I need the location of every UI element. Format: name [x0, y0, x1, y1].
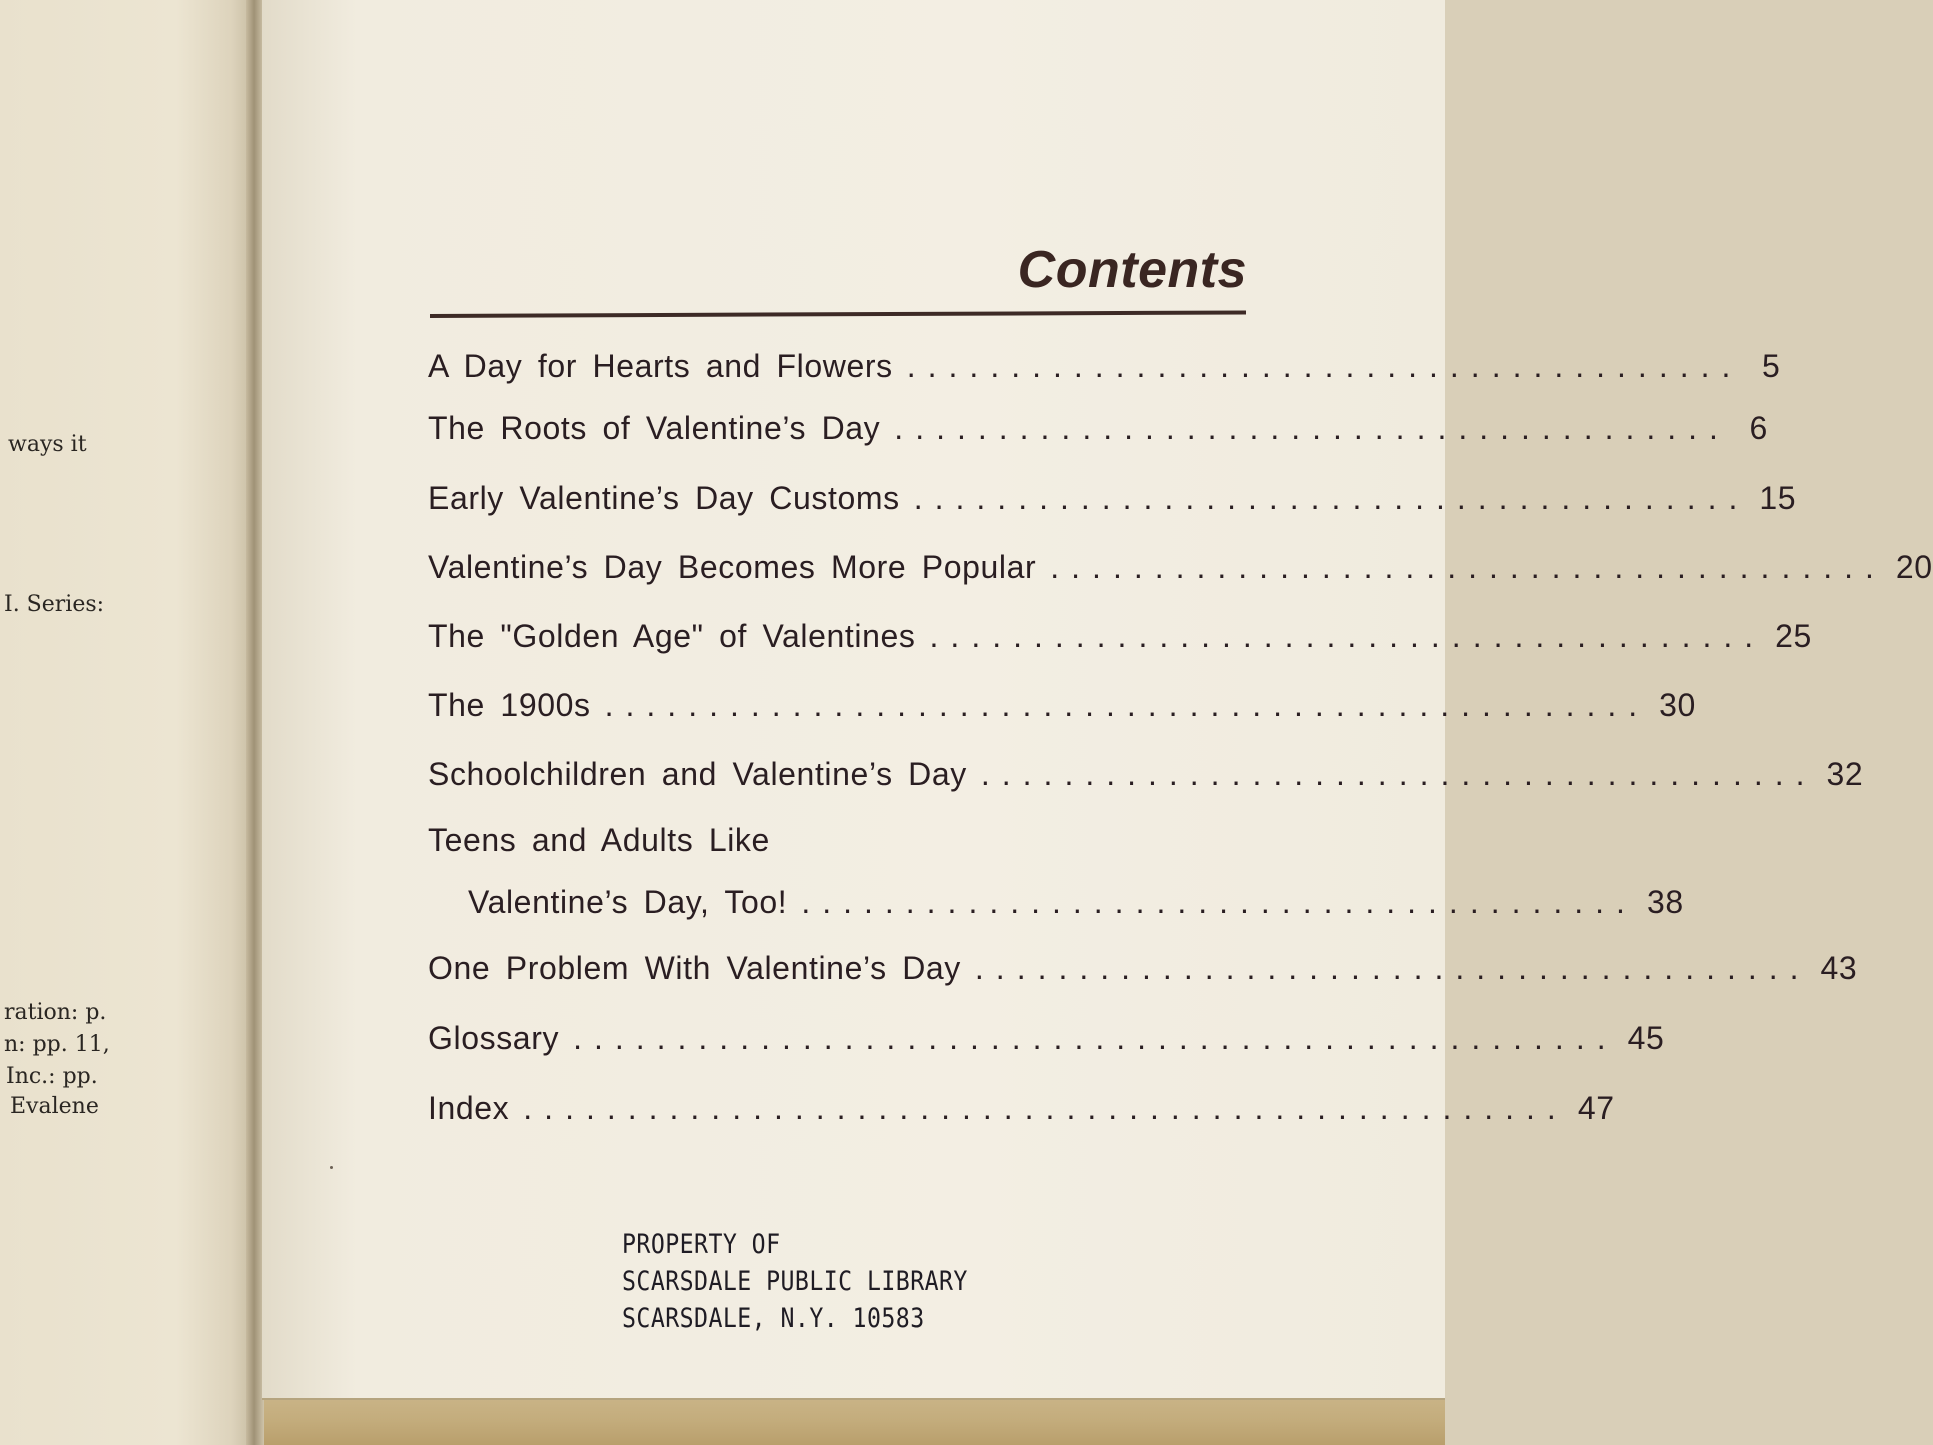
left-page-fragment: I. Series:	[4, 592, 105, 617]
left-page	[0, 0, 252, 1445]
left-page-fragment: ways it	[8, 432, 87, 457]
library-stamp-line: SCARSDALE, N.Y. 10583	[622, 1303, 925, 1334]
toc-entry-page: 25	[1775, 618, 1812, 654]
toc-entry-page: 20	[1895, 549, 1933, 585]
toc-dot-leader: ..................................................	[573, 1020, 1618, 1056]
toc-entry-title: Teens and Adults Like	[428, 822, 770, 858]
toc-entry	[428, 950, 1858, 987]
toc-dot-leader: ........................................	[894, 410, 1730, 446]
left-page-fragment: Inc.: pp.	[6, 1064, 98, 1089]
toc-dot-leader: ..................................................	[523, 1090, 1568, 1126]
left-page-fragment: ration: p.	[4, 1000, 107, 1025]
toc-entry	[428, 687, 1696, 724]
toc-entry-title: The Roots of Valentine’s Day	[428, 410, 881, 446]
toc-entry-title: Valentine’s Day Becomes More Popular	[428, 549, 1037, 585]
toc-entry-page: 32	[1826, 756, 1864, 792]
toc-dot-leader: ........................................	[974, 950, 1811, 986]
toc-entry-page: 30	[1659, 687, 1696, 723]
toc-dot-leader: ........................................	[980, 756, 1817, 792]
toc-entry-title: The 1900s	[428, 687, 591, 723]
toc-entry-title: The "Golden Age" of Valentines	[428, 618, 916, 654]
toc-entry-title: A Day for Hearts and Flowers	[428, 348, 893, 384]
toc-entry-page: 45	[1627, 1020, 1665, 1056]
toc-dot-leader: ........................................	[929, 618, 1766, 654]
toc-entry	[428, 348, 1781, 385]
library-stamp	[622, 1226, 968, 1337]
toc-entry-page: 43	[1820, 950, 1858, 986]
toc-dot-leader: ........................................	[906, 348, 1743, 384]
toc-entry-page: 47	[1577, 1090, 1615, 1126]
toc-dot-leader: ........................................	[801, 884, 1637, 920]
toc-entry	[428, 1090, 1615, 1127]
toc-entry	[428, 1020, 1665, 1057]
toc-entry-page: 38	[1646, 884, 1684, 920]
left-page-fragment: n: pp. 11,	[4, 1032, 110, 1057]
toc-entry-title: Glossary	[428, 1020, 560, 1056]
toc-entry-title: Index	[428, 1090, 510, 1126]
toc-entry	[428, 756, 1864, 793]
toc-entry	[428, 480, 1797, 517]
toc-dot-leader: ........................................	[1050, 549, 1886, 585]
page-title: Contents	[1017, 241, 1247, 299]
toc-dot-leader: ..................................................	[604, 687, 1650, 723]
toc-entry-page: 15	[1759, 480, 1797, 516]
library-stamp-line: PROPERTY OF	[622, 1229, 781, 1260]
library-stamp-line: SCARSDALE PUBLIC LIBRARY	[622, 1266, 968, 1297]
toc-dot-leader: ........................................	[913, 480, 1750, 516]
toc-entry-title: Early Valentine’s Day Customs	[428, 480, 900, 516]
toc-entry	[468, 884, 1684, 921]
paper-speck	[330, 1166, 333, 1169]
left-page-fragment: Evalene	[10, 1094, 99, 1119]
toc-entry-page: 6	[1749, 410, 1768, 446]
toc-entry-page: 5	[1761, 348, 1781, 384]
toc-entry	[428, 549, 1933, 586]
toc-entry-title: Schoolchildren and Valentine’s Day	[428, 756, 967, 792]
toc-entry	[428, 618, 1812, 655]
toc-entry-title-continued: Valentine’s Day, Too!	[468, 884, 788, 920]
toc-entry-title: One Problem With Valentine’s Day	[428, 950, 961, 986]
toc-entry	[428, 410, 1768, 447]
